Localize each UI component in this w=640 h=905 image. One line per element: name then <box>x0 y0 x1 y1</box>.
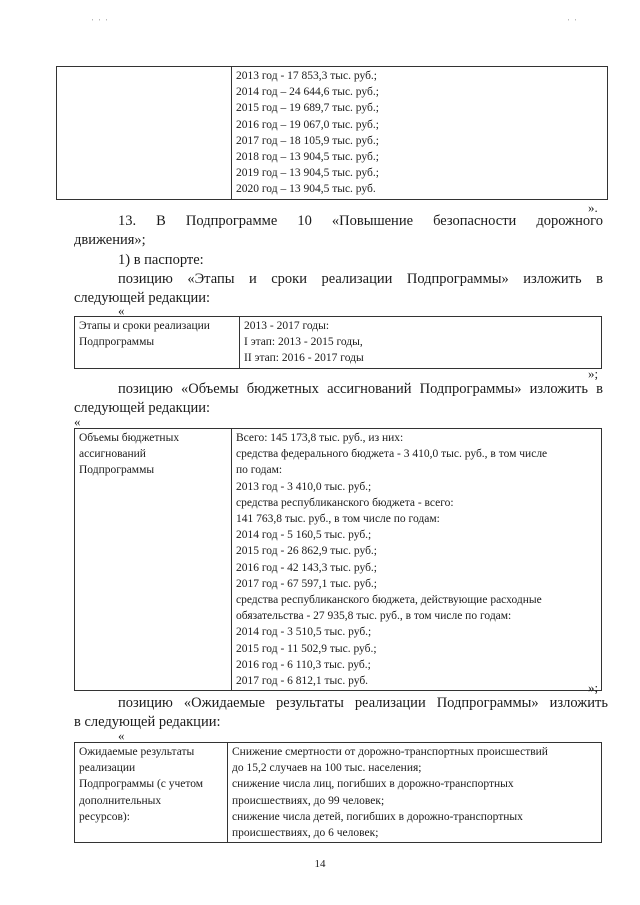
opening-quote: « <box>118 303 125 318</box>
value-line: снижение числа детей, погибших в дорожно-транспортных <box>232 810 523 823</box>
page-number: 14 <box>314 858 326 870</box>
section-heading: 13. В Подпрограмме 10 «Повышение безопасности дорожного <box>118 213 603 229</box>
value-line: по годам: <box>236 464 283 477</box>
table-cell-value <box>232 67 608 200</box>
value-line: 2016 год - 6 110,3 тыс. руб.; <box>236 658 371 671</box>
value-line: 2015 год - 26 862,9 тыс. руб.; <box>236 545 378 558</box>
table-line: 2014 год – 24 644,6 тыс. руб.; <box>236 86 379 99</box>
stages-paragraph-cont: следующей редакции: <box>74 290 211 306</box>
results-label-cell <box>75 743 228 843</box>
label-line: Подпрограммы <box>79 336 155 349</box>
opening-quote: « <box>74 414 81 429</box>
value-line: 2017 год - 6 812,1 тыс. руб. <box>236 675 369 688</box>
value-line: 2017 год - 67 597,1 тыс. руб.; <box>236 577 378 590</box>
stages-paragraph: позицию «Этапы и сроки реализации Подпрограммы» изложить в <box>118 271 603 287</box>
label-line: Подпрограммы <box>79 464 155 477</box>
label-line: ассигнований <box>79 448 146 461</box>
stages-label-cell <box>75 317 240 369</box>
value-line: 2015 год - 11 502,9 тыс. руб.; <box>236 642 377 655</box>
value-line: происшествиях, до 99 человек; <box>232 794 385 807</box>
budget-paragraph: позицию «Объемы бюджетных ассигнований Подпрограммы» изложить в <box>118 381 603 397</box>
value-line: обязательства - 27 935,8 тыс. руб., в том числе по годам: <box>236 610 512 623</box>
value-line: средства республиканского бюджета, действующие расходные <box>236 594 542 607</box>
value-line: происшествиях, до 6 человек; <box>232 827 379 840</box>
value-line: средства федерального бюджета - 3 410,0 тыс. руб., в том числе <box>236 448 548 461</box>
table-line: 2015 год – 19 689,7 тыс. руб.; <box>236 102 379 115</box>
results-table <box>74 742 602 843</box>
funding-table-continuation <box>56 66 608 200</box>
budget-label-cell <box>75 429 232 691</box>
passport-paragraph: 1) в паспорте: <box>118 252 204 268</box>
budget-paragraph-cont: следующей редакции: <box>74 400 211 416</box>
results-paragraph-cont: в следующей редакции: <box>74 714 221 730</box>
results-value-cell <box>228 743 602 843</box>
opening-quote: « <box>118 728 125 743</box>
table-line: 2013 год - 17 853,3 тыс. руб.; <box>236 70 378 82</box>
budget-value-cell <box>232 429 602 691</box>
label-line: дополнительных <box>79 794 162 807</box>
label-line: реализации <box>79 762 136 775</box>
stages-value-cell <box>240 317 602 369</box>
table-line: 2017 год – 18 105,9 тыс. руб.; <box>236 134 379 147</box>
section-heading-cont: движения»; <box>74 232 146 248</box>
stages-table <box>74 316 602 369</box>
value-line: средства республиканского бюджета - всего: <box>236 496 454 509</box>
value-line: до 15,2 случаев на 100 тыс. населения; <box>232 762 422 775</box>
label-line: Этапы и сроки реализации <box>79 320 210 332</box>
table-line: 2020 год – 13 904,5 тыс. руб. <box>236 183 376 196</box>
value-line: 2016 год - 42 143,3 тыс. руб.; <box>236 561 378 574</box>
label-line: Объемы бюджетных <box>79 432 180 444</box>
value-line: I этап: 2013 - 2015 годы, <box>244 336 363 349</box>
value-line: 2013 год - 3 410,0 тыс. руб.; <box>236 480 372 493</box>
closing-quote: ». <box>588 200 598 215</box>
label-line: ресурсов): <box>79 810 130 823</box>
scan-mark: ' ' <box>568 18 579 26</box>
value-line: Снижение смертности от дорожно-транспортных происшествий <box>232 746 548 758</box>
results-paragraph: позицию «Ожидаемые результаты реализации Подпрограммы» изложить <box>118 695 608 711</box>
label-line: Подпрограммы (с учетом <box>79 778 204 791</box>
value-line: II этап: 2016 - 2017 годы <box>244 352 364 365</box>
value-line: 141 763,8 тыс. руб., в том числе по годам: <box>236 513 440 526</box>
value-line: Всего: 145 173,8 тыс. руб., из них: <box>236 432 404 444</box>
table-line: 2019 год – 13 904,5 тыс. руб.; <box>236 167 379 180</box>
table-cell-label <box>57 67 232 200</box>
table-line: 2018 год – 13 904,5 тыс. руб.; <box>236 151 379 164</box>
value-line: 2014 год - 3 510,5 тыс. руб.; <box>236 626 372 639</box>
table-line: 2016 год – 19 067,0 тыс. руб.; <box>236 118 379 131</box>
label-line: Ожидаемые результаты <box>79 746 195 758</box>
closing-quote: »; <box>588 680 599 695</box>
closing-quote: »; <box>588 366 599 381</box>
scan-mark: ' ' ' <box>92 18 110 26</box>
value-line: 2014 год - 5 160,5 тыс. руб.; <box>236 529 372 542</box>
value-line: снижение числа лиц, погибших в дорожно-транспортных <box>232 778 514 791</box>
value-line: 2013 - 2017 годы: <box>244 320 330 332</box>
budget-table <box>74 428 602 691</box>
